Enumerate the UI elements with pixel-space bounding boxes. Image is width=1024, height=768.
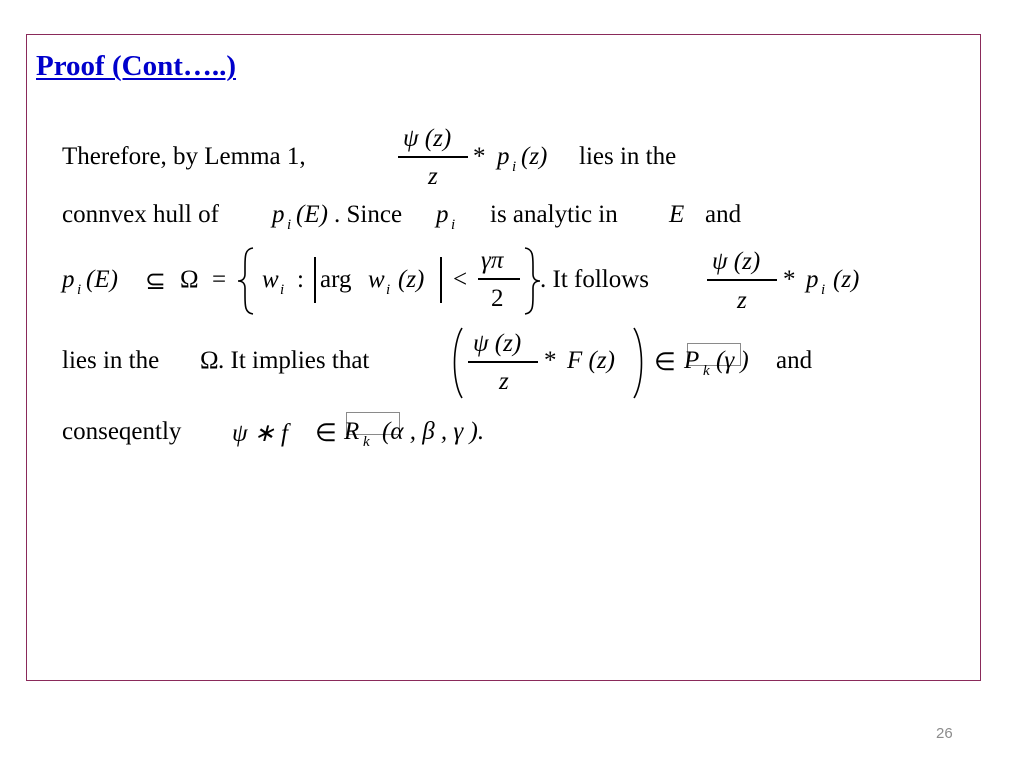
convolution-star: * xyxy=(544,347,557,374)
frac-psi-numerator: ψ (z) xyxy=(473,330,522,357)
psi-star-f: ψ ∗ f xyxy=(232,420,288,447)
line-2-text-b: . Since xyxy=(334,201,403,228)
fraction-bar xyxy=(468,361,538,363)
line-1-text-b: lies in the xyxy=(579,143,677,170)
fraction-bar xyxy=(478,278,520,280)
line-2-text-d: and xyxy=(705,201,742,228)
convolution-star: * xyxy=(783,266,796,293)
fraction-bar xyxy=(707,279,777,281)
line-4-text-b: . It implies that xyxy=(218,347,370,374)
subscript-k: k xyxy=(703,363,710,379)
arg-E: (E) xyxy=(86,266,118,293)
slide-number: 26 xyxy=(936,725,953,742)
P-symbol: P xyxy=(684,347,700,374)
line-4-text-a: lies in the xyxy=(62,347,160,374)
less-than-symbol: < xyxy=(453,266,468,293)
arg-gamma: (γ ) xyxy=(716,347,749,374)
right-brace xyxy=(520,246,542,316)
fraction-bar xyxy=(398,156,468,158)
line-1-text-a: Therefore, by Lemma 1, xyxy=(62,143,306,170)
frac-psi-numerator: ψ (z) xyxy=(403,125,452,152)
convolution-star: * xyxy=(473,143,486,170)
subscript-i: i xyxy=(451,217,456,233)
subscript-k: k xyxy=(363,434,370,450)
F-of-z: F (z) xyxy=(567,347,615,374)
subscript-i: i xyxy=(512,159,517,175)
omega-symbol: Ω xyxy=(200,347,219,374)
subscript-i: i xyxy=(287,217,292,233)
frac-z-denominator: z xyxy=(428,163,438,190)
colon-symbol: : xyxy=(297,266,304,293)
arg-z: (z) xyxy=(398,266,425,293)
subscript-i: i xyxy=(386,282,391,298)
element-of-symbol: ∈ xyxy=(654,349,676,376)
E-symbol: E xyxy=(669,201,685,228)
left-brace xyxy=(236,246,258,316)
p-symbol: p xyxy=(272,201,285,228)
omega-symbol: Ω xyxy=(180,266,199,293)
p-symbol: p xyxy=(62,266,75,293)
p-symbol: p xyxy=(436,201,449,228)
left-paren xyxy=(449,326,465,400)
subscript-i: i xyxy=(280,282,285,298)
line-4-text-c: and xyxy=(776,347,813,374)
line-2-text-a: connvex hull of xyxy=(62,201,219,228)
p-symbol: p xyxy=(497,143,510,170)
subscript-i: i xyxy=(821,282,826,298)
arg-alpha-beta-gamma: (α , β , γ ). xyxy=(382,418,485,445)
element-of-symbol: ∈ xyxy=(315,420,337,447)
arg-operator: arg xyxy=(320,266,352,293)
slide-title: Proof (Cont…..) xyxy=(36,50,237,82)
abs-bar-left xyxy=(314,257,316,303)
arg-z: (z) xyxy=(521,143,548,170)
arg-z: (z) xyxy=(833,266,860,293)
w-symbol: w xyxy=(368,266,385,293)
frac-z-denominator: z xyxy=(737,287,747,314)
subseteq-symbol: ⊆ xyxy=(145,268,166,295)
line-3-text-follows: . It follows xyxy=(540,266,650,293)
frac-z-denominator: z xyxy=(499,368,509,395)
arg-E: (E) xyxy=(296,201,328,228)
abs-bar-right xyxy=(440,257,442,303)
line-2-text-c: is analytic in xyxy=(490,201,618,228)
p-symbol: p xyxy=(806,266,819,293)
w-symbol: w xyxy=(262,266,279,293)
frac-psi-numerator: ψ (z) xyxy=(712,248,761,275)
frac-gamma-pi-numerator: γπ xyxy=(481,247,504,274)
R-symbol: R xyxy=(344,418,360,445)
equals-symbol: = xyxy=(212,266,227,293)
right-paren xyxy=(631,326,647,400)
subscript-i: i xyxy=(77,282,82,298)
line-5-text-a: conseqently xyxy=(62,418,182,445)
frac-two-denominator: 2 xyxy=(491,285,504,312)
